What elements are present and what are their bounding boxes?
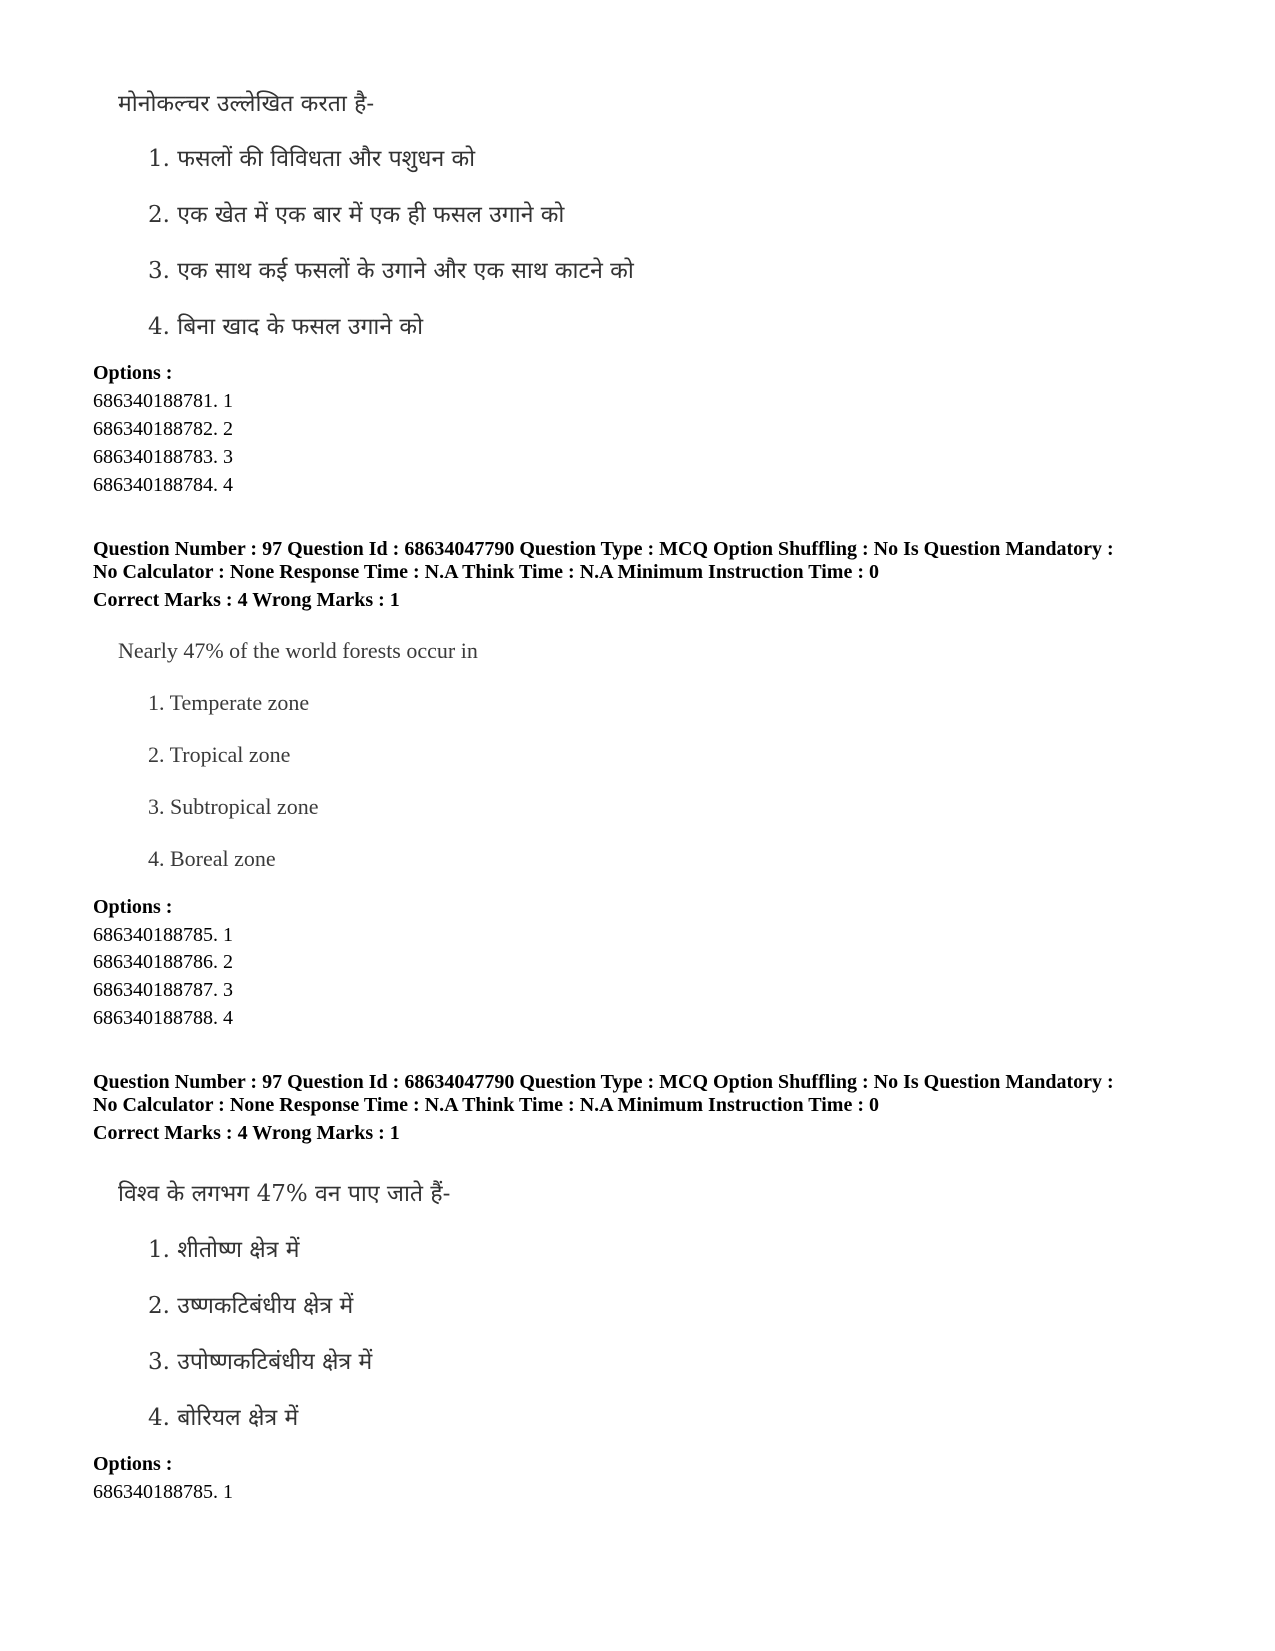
question-choice: 4. बोरियल क्षेत्र में (148, 1405, 299, 1431)
question-text: विश्व के लगभग 47% वन पाए जाते हैं- (118, 1181, 451, 1207)
option-line: 686340188783. 3 (93, 446, 233, 468)
question-meta: Question Number : 97 Question Id : 68634047790 Question Type : MCQ Option Shuffling : No Is Question Mandatory : (93, 1071, 1114, 1093)
question-choice: 2. एक खेत में एक बार में एक ही फसल उगाने को (148, 202, 565, 228)
options-label: Options : (93, 1453, 173, 1475)
option-line: 686340188787. 3 (93, 979, 233, 1001)
question-choice: 1. फसलों की विविधता और पशुधन को (148, 146, 476, 172)
option-line: 686340188788. 4 (93, 1007, 233, 1029)
option-line: 686340188781. 1 (93, 390, 233, 412)
question-choice: 3. उपोष्णकटिबंधीय क्षेत्र में (148, 1349, 373, 1375)
question-choice: 2. उष्णकटिबंधीय क्षेत्र में (148, 1293, 354, 1319)
question-meta: No Calculator : None Response Time : N.A Think Time : N.A Minimum Instruction Time : 0 (93, 561, 879, 583)
question-choice: 4. Boreal zone (148, 846, 276, 871)
option-line: 686340188786. 2 (93, 951, 233, 973)
question-choice: 3. Subtropical zone (148, 794, 319, 819)
option-line: 686340188782. 2 (93, 418, 233, 440)
question-choice: 2. Tropical zone (148, 742, 291, 767)
option-line: 686340188785. 1 (93, 1481, 233, 1503)
question-text: मोनोकल्चर उल्लेखित करता है- (118, 91, 375, 117)
options-label: Options : (93, 362, 173, 384)
option-line: 686340188784. 4 (93, 474, 233, 496)
option-line: 686340188785. 1 (93, 924, 233, 946)
question-meta: Question Number : 97 Question Id : 68634047790 Question Type : MCQ Option Shuffling : No Is Question Mandatory : (93, 538, 1114, 560)
question-meta: No Calculator : None Response Time : N.A Think Time : N.A Minimum Instruction Time : 0 (93, 1094, 879, 1116)
question-marks: Correct Marks : 4 Wrong Marks : 1 (93, 589, 400, 611)
question-marks: Correct Marks : 4 Wrong Marks : 1 (93, 1122, 400, 1144)
question-text: Nearly 47% of the world forests occur in (118, 638, 478, 663)
question-choice: 4. बिना खाद के फसल उगाने को (148, 314, 424, 340)
question-choice: 3. एक साथ कई फसलों के उगाने और एक साथ काटने को (148, 258, 634, 284)
question-choice: 1. शीतोष्ण क्षेत्र में (148, 1237, 300, 1263)
options-label: Options : (93, 896, 173, 918)
question-choice: 1. Temperate zone (148, 690, 310, 715)
